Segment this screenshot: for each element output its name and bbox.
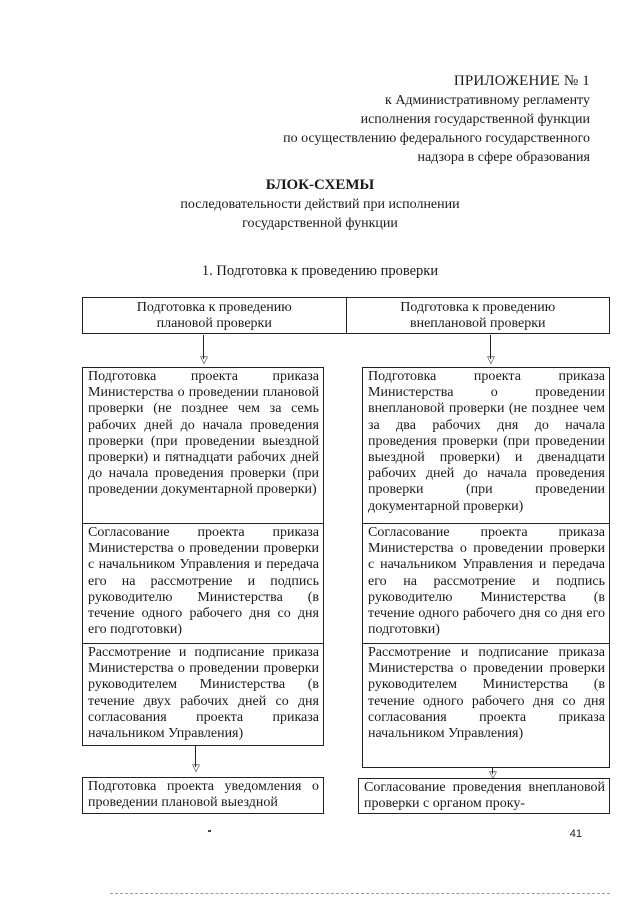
- page-number: 41: [569, 828, 582, 840]
- left-header-line: плановой проверки: [156, 316, 272, 331]
- arrow-down-icon: ▽: [198, 335, 210, 365]
- section-title: 1. Подготовка к проведению проверки: [201, 263, 439, 279]
- arrow-down-icon: ▽: [487, 767, 499, 781]
- right-step: Рассмотрение и подписание приказа Министерства о проведении проверки руководителем Министерства (в течение одного рабочего дня со дня согласования проекта приказа начальником Управления): [363, 643, 609, 767]
- right-steps-column: [362, 367, 610, 768]
- right-header-line: Подготовка к проведению: [400, 300, 556, 315]
- flow-header-table: [82, 297, 610, 334]
- appendix-line: по осуществлению федерального государственного: [283, 131, 590, 146]
- left-next-step: Подготовка проекта уведомления о проведении плановой выездной: [82, 777, 324, 814]
- arrow-down-icon: ▽: [485, 335, 497, 365]
- document-heading: [0, 176, 640, 233]
- heading-subtitle-line: последовательности действий при исполнении: [180, 197, 460, 212]
- right-step: Согласование проекта приказа Министерства о проведении проверки с начальником Управления и передача его на рассмотрение и подпись руководителю Министерства (в течение одного рабочего дня со дня его подготовки): [363, 523, 609, 643]
- scan-speck: [208, 830, 211, 832]
- appendix-block: [283, 72, 590, 167]
- right-step: Подготовка проекта приказа Министерства о проведении внеплановой проверки (не позднее чем за два рабочих дня до начала проведения проверки (при проведении выездной проверки) и двенадцати рабочих дней до начала проведения проверки (при проведении документарной проверки): [368, 369, 605, 514]
- appendix-title: ПРИЛОЖЕНИЕ № 1: [453, 73, 590, 89]
- heading-subtitle-line: государственной функции: [242, 216, 398, 231]
- appendix-line: к Административному регламенту: [385, 93, 590, 108]
- appendix-line: надзора в сфере образования: [417, 150, 590, 165]
- left-step: Согласование проекта приказа Министерства о проведении проверки с начальником Управления и передача его на рассмотрение и подпись руководителю Министерства (в течение одного рабочего дня со дня его подготовки): [83, 523, 323, 643]
- right-header-line: внеплановой проверки: [409, 316, 546, 331]
- left-steps-column: [82, 367, 324, 746]
- left-header-line: Подготовка к проведению: [136, 300, 292, 315]
- scan-edge-line: [110, 893, 610, 894]
- arrow-down-icon: ▽: [190, 745, 202, 775]
- right-header: [346, 298, 610, 333]
- heading-title: БЛОК-СХЕМЫ: [265, 177, 375, 193]
- left-header: [83, 298, 346, 333]
- left-step: Подготовка проекта приказа Министерства о проведении плановой проверки (не позднее чем за семь рабочих дней до начала проведения проверки (при проведении выездной проверки) и пятнадцати рабочих дней до начала проведения проверки (при проведении документарной проверки): [88, 369, 319, 498]
- right-next-step: Согласование проведения внеплановой проверки с органом проку-: [358, 778, 610, 814]
- left-step: Рассмотрение и подписание приказа Министерства о проведении проверки руководителем Министерства (в течение двух рабочих дней со дня согласования проекта приказа начальником Управления): [83, 643, 323, 745]
- appendix-line: исполнения государственной функции: [360, 112, 590, 127]
